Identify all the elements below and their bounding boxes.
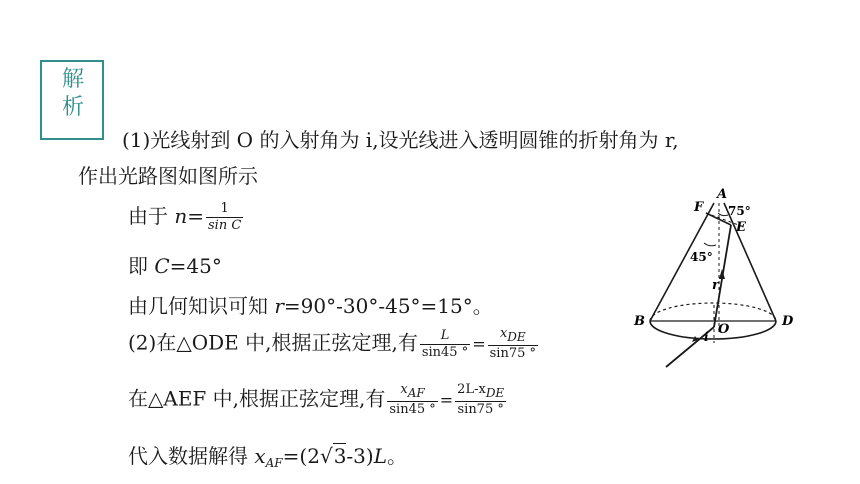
equation-c-lead: 即	[128, 254, 155, 278]
label-B: B	[634, 314, 645, 329]
label-45: 45°	[690, 250, 713, 264]
part2-line	[128, 326, 540, 362]
analysis-label-char-2: 析	[61, 95, 84, 120]
part4-sub: AF	[265, 456, 283, 470]
part2-num-1: L	[420, 328, 470, 345]
part3-num-2	[455, 382, 506, 402]
part3-eq: =	[439, 390, 454, 410]
part2-lead: (2)在△ODE 中,根据正弦定理,有	[128, 330, 418, 355]
part4-lead: 代入数据解得	[128, 444, 255, 468]
equation-r-var: r	[274, 294, 284, 318]
part1-line1: (1)光线射到 O 的入射角为 i,设光线进入透明圆锥的折射角为 r,	[122, 128, 679, 152]
equation-n-denominator: sin C	[208, 218, 242, 233]
label-D: D	[782, 314, 794, 329]
part2-den-1: sin45 °	[421, 344, 469, 360]
part4-tail: -3)	[346, 444, 374, 468]
part4-line	[128, 440, 407, 470]
equation-n	[128, 200, 245, 234]
label-E: E	[736, 220, 746, 235]
cone-right-side	[724, 203, 776, 321]
label-i: i	[704, 330, 709, 344]
part3-num-1-sub: AF	[407, 386, 425, 400]
part1-line2: 作出光路图如图所示	[78, 164, 258, 188]
part3-num-2-sub: DE	[485, 386, 505, 400]
equation-n-eq: =	[187, 204, 205, 228]
part3-den-2: sin75 °	[457, 402, 504, 417]
analysis-label	[58, 66, 88, 122]
part2-den-2: sin75 °	[489, 346, 537, 361]
part4-root: 3	[333, 444, 347, 468]
equation-n-lead: 由于	[128, 204, 175, 228]
part3-lead: 在△AEF 中,根据正弦定理,有	[128, 386, 386, 411]
equation-c-rest: =45°	[169, 254, 222, 278]
part4-var: x	[254, 444, 266, 468]
part3-num-1	[387, 382, 437, 402]
equation-n-numerator: 1	[206, 201, 243, 218]
part4-sqrt-sign: √	[319, 444, 333, 468]
cone-diagram	[620, 185, 810, 375]
label-75: 75°	[728, 204, 751, 218]
equation-r	[128, 290, 493, 319]
part3-line	[128, 382, 508, 418]
angle-45-arc	[704, 243, 716, 246]
equation-n-fraction	[206, 201, 243, 234]
part3-num-1-var: x	[400, 382, 408, 397]
part2-eq: =	[472, 334, 486, 354]
cone-base-front	[650, 321, 776, 339]
part4-mid: =(2	[282, 444, 320, 468]
equation-r-lead: 由几何知识可知	[128, 294, 275, 318]
part2-fraction-1	[420, 328, 470, 361]
part2-num-2-sub: DE	[507, 330, 526, 344]
equation-n-var: n	[174, 204, 188, 228]
label-F: F	[694, 200, 704, 215]
equation-c-var: C	[154, 254, 170, 278]
part3-den-1: sin45 °	[389, 402, 436, 417]
cone-base-back	[650, 303, 776, 321]
equation-r-rest: =90°-30°-45°=15°。	[283, 294, 493, 318]
analysis-label-char-1: 解	[61, 67, 84, 92]
part4-end: 。	[387, 444, 407, 468]
equation-c	[128, 250, 222, 279]
part3-fraction-2	[455, 382, 506, 418]
part3-num-2-var: 2L-x	[457, 382, 486, 397]
part2-num-2-var: x	[499, 326, 508, 341]
part3-fraction-1	[387, 382, 437, 418]
part4-L: L	[373, 444, 387, 468]
label-O: O	[718, 322, 730, 337]
part2-num-2	[488, 326, 538, 346]
label-A: A	[717, 187, 728, 202]
part2-fraction-2	[488, 326, 538, 362]
label-r: r	[712, 278, 719, 293]
